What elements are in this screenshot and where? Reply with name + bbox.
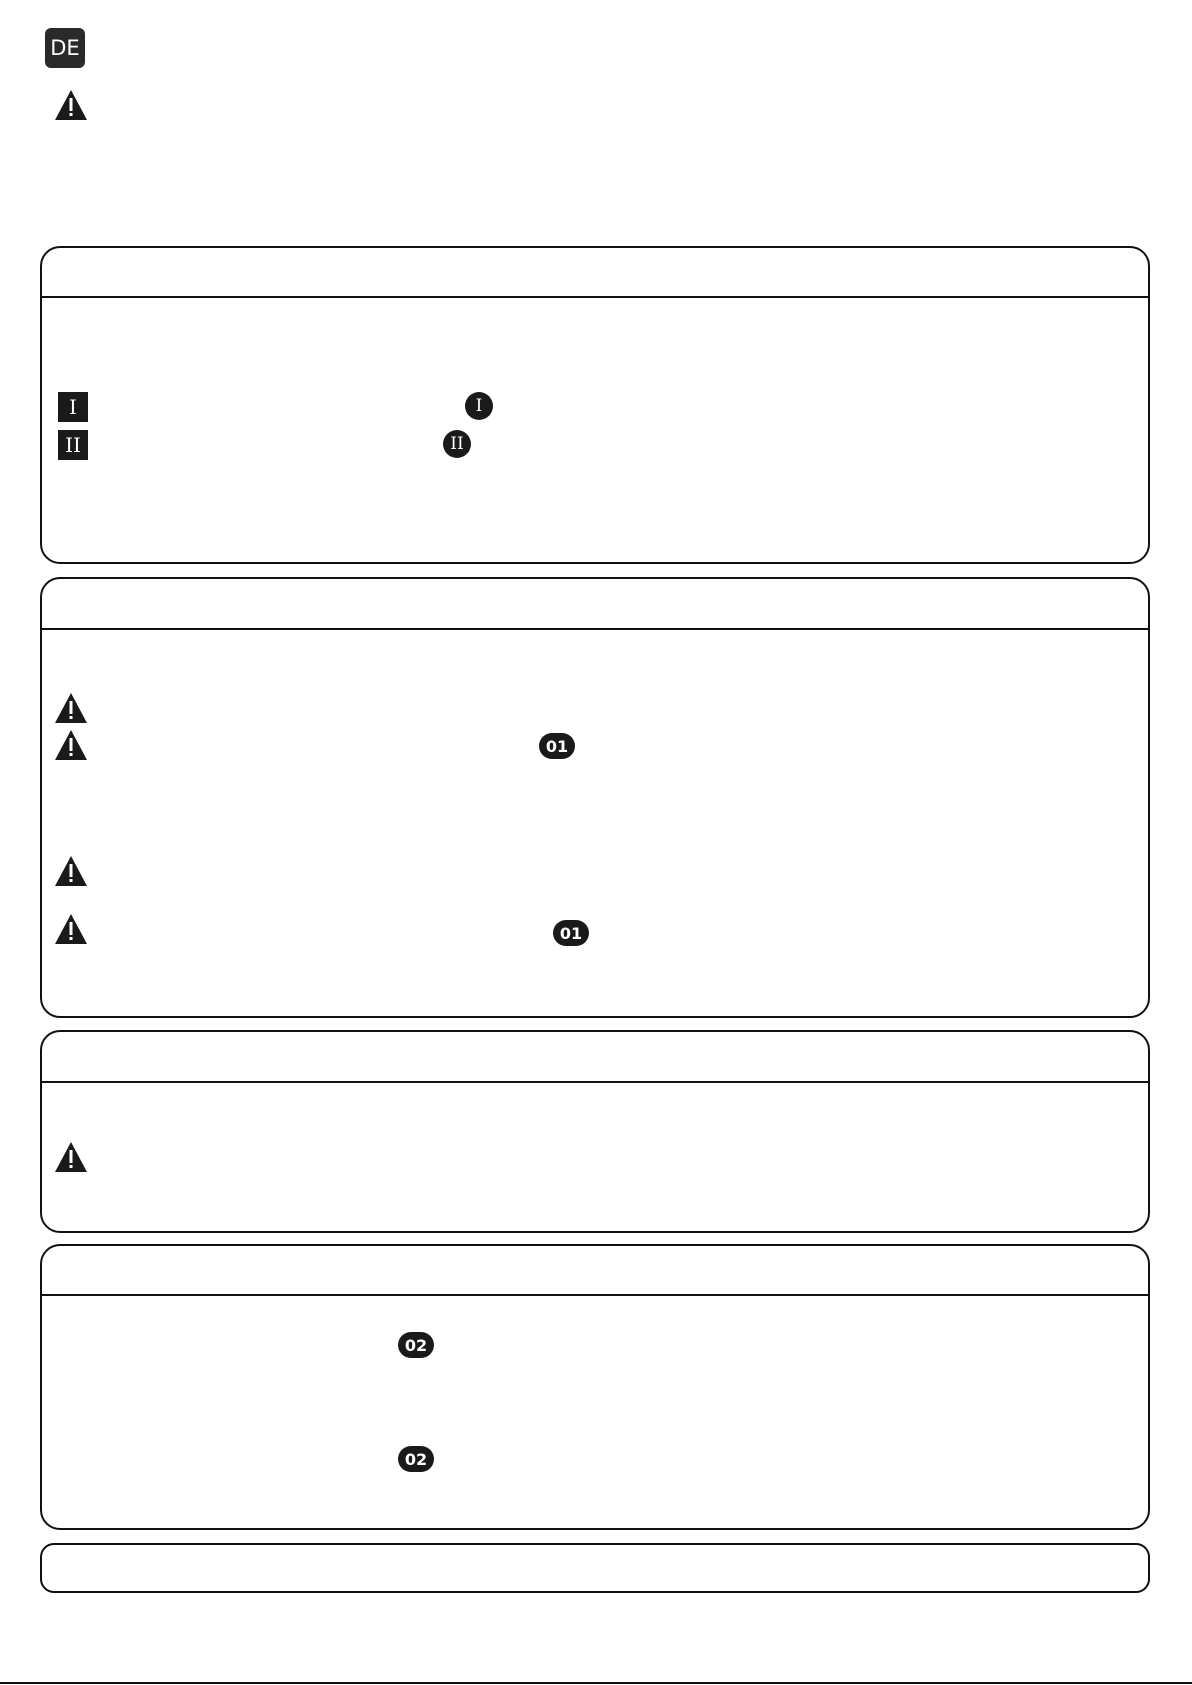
figure-ref-01: 01 — [539, 733, 575, 759]
section-3-header — [42, 1032, 1148, 1083]
warning-triangle-icon — [53, 854, 89, 888]
section-2-header — [42, 579, 1148, 630]
language-badge: DE — [45, 28, 85, 68]
figure-ref-01: 01 — [553, 920, 589, 946]
section-1 — [40, 246, 1150, 564]
section-4-header — [42, 1246, 1148, 1296]
section-1-header — [42, 248, 1148, 298]
warning-triangle-icon — [53, 88, 89, 122]
section-5 — [40, 1543, 1150, 1593]
figure-ref-02: 02 — [398, 1332, 434, 1358]
roman-numeral-1-circle: I — [465, 392, 493, 420]
warning-triangle-icon — [53, 691, 89, 725]
roman-numeral-1-square: I — [58, 392, 88, 422]
section-4 — [40, 1244, 1150, 1530]
roman-numeral-2-circle: II — [443, 430, 471, 458]
roman-numeral-2-square: II — [58, 430, 88, 460]
warning-triangle-icon — [53, 728, 89, 762]
section-3 — [40, 1030, 1150, 1233]
warning-triangle-icon — [53, 912, 89, 946]
page-bottom-rule — [0, 1682, 1192, 1684]
section-2 — [40, 577, 1150, 1018]
figure-ref-02: 02 — [398, 1446, 434, 1472]
warning-triangle-icon — [53, 1140, 89, 1174]
